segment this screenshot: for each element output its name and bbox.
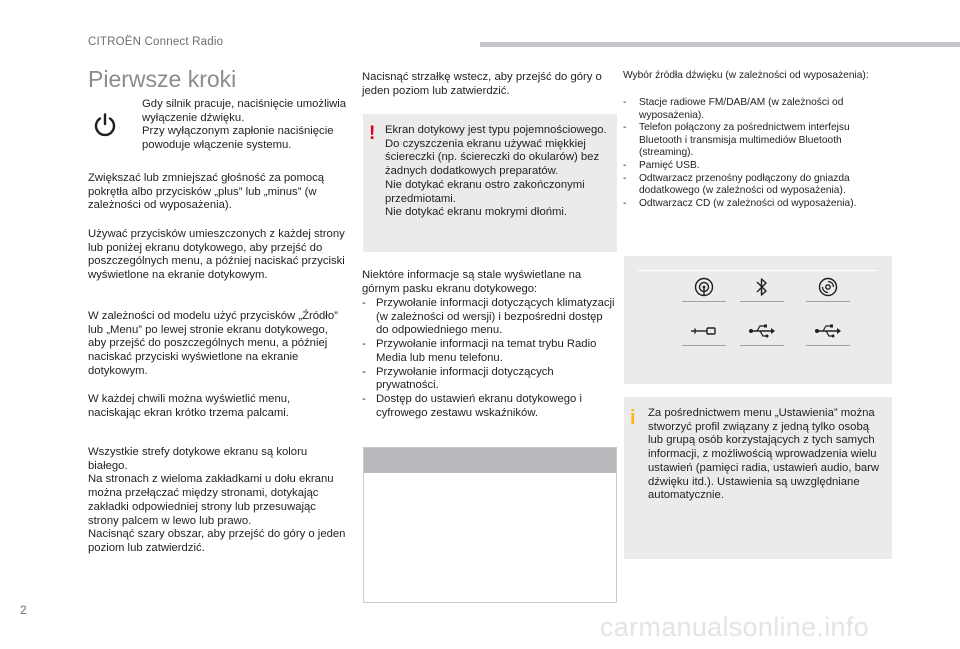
icon-underline <box>682 345 726 346</box>
screen-status-bar <box>364 448 616 473</box>
watermark: carmanualsonline.info <box>600 612 869 642</box>
page-number: 2 <box>20 603 27 617</box>
status-bar-intro: Niektóre informacje są stale wyświetlane na górnym pasku ekranu dotykowego: <box>362 269 582 295</box>
list-item: - Pamięć USB. <box>623 160 891 173</box>
status-bar-list <box>362 297 616 420</box>
volume-paragraph: Zwiększać lub zmniejszać głośność za pomocą pokrętła albo przycisków „plus” lub „minus” (w zależności od wyposażenia). <box>88 172 325 212</box>
source-menu-paragraph: W zależności od modelu użyć przycisków „Źródło” lub „Menu” po lewej stronie ekranu dotykowego, aby przejść do poszczególnych menu, a później naciskać przyciski wyświetlone na ekranie dotykowym. <box>88 310 338 377</box>
icon-underline <box>806 345 850 346</box>
icon-underline <box>682 301 726 302</box>
power-button-description: Gdy silnik pracuje, naciśnięcie umożliwia wyłączenie dźwięku. Przy wyłączonym zapłonie naciśnięcie powoduje włączenie systemu. <box>142 98 347 152</box>
info-icon: i <box>630 407 636 429</box>
list-item: - Przywołanie informacji dotyczących klimatyzacji (w zależności od wersji) i bezpośredni dostęp do odpowiedniego menu. <box>362 297 616 338</box>
usb-icon[interactable] <box>810 320 846 342</box>
list-item: - Stacje radiowe FM/DAB/AM (w zależności od wyposażenia). <box>623 97 891 122</box>
screen-illustration <box>363 447 617 603</box>
source-selection-intro: Wybór źródła dźwięku (w zależności od wyposażenia): <box>623 70 869 81</box>
warning-icon: ! <box>369 123 376 144</box>
panel-divider <box>638 270 878 271</box>
header-divider <box>480 42 960 47</box>
page-title: Pierwsze kroki <box>88 66 237 92</box>
icon-underline <box>806 301 850 302</box>
usb-icon[interactable] <box>744 320 780 342</box>
list-item: - Odtwarzacz przenośny podłączony do gniazda dodatkowego (w zależności od wyposażenia). <box>623 173 891 198</box>
info-text: Za pośrednictwem menu „Ustawienia” można stworzyć profil związany z jedną tylko osobą lub grupą osób korzystających z tych samych informacji, z możliwością wprowadzenia wielu ustawień (pamięci radia, ustawień audio, barw dźwięku itd.). Ustawienia są uwzględniane automatycznie. <box>648 407 880 502</box>
power-icon <box>92 112 118 138</box>
icon-underline <box>740 345 784 346</box>
buttons-paragraph: Używać przycisków umieszczonych z każdej strony lub poniżej ekranu dotykowego, aby przejść do poszczególnych menu, a później naciskać przyciski wyświetlone na ekranie dotykowym. <box>88 228 345 282</box>
icon-underline <box>740 301 784 302</box>
list-item: - Dostęp do ustawień ekranu dotykowego i cyfrowego zestawu wskaźników. <box>362 393 616 420</box>
warning-text: Ekran dotykowy jest typu pojemnościowego. Do czyszczenia ekranu używać miękkiej ściereczki (np. ściereczki do okularów) bez żadnych dodatkowych preparatów. Nie dotykać ekranu ostro zakończonymi przedmiotami. Nie dotykać ekranu mokrymi dłońmi. <box>385 124 607 219</box>
touch-zones-paragraph: Wszystkie strefy dotykowe ekranu są koloru białego. Na stronach z wieloma zakładkami u dołu ekranu można przełączać między stronami, dotykając zakładki odpowiedniej strony lub przesuwając strony palcem w lewo lub prawo. Nacisnąć szary obszar, aby przejść do góry o jeden poziom lub zatwierdzić. <box>88 446 346 554</box>
header-title: CITROËN Connect Radio <box>88 36 224 48</box>
back-arrow-paragraph: Nacisnąć strzałkę wstecz, aby przejść do góry o jeden poziom lub zatwierdzić. <box>362 71 602 97</box>
three-finger-paragraph: W każdej chwili można wyświetlić menu, naciskając ekran krótko trzema palcami. <box>88 393 291 419</box>
cd-icon[interactable] <box>810 276 846 298</box>
list-item: - Odtwarzacz CD (w zależności od wyposażenia). <box>623 198 891 211</box>
bluetooth-icon[interactable] <box>744 276 780 298</box>
aux-jack-icon[interactable] <box>686 320 722 342</box>
list-item: - Przywołanie informacji na temat trybu Radio Media lub menu telefonu. <box>362 338 616 365</box>
list-item: - Telefon połączony za pośrednictwem interfejsu Bluetooth i transmisja multimediów Bluetooth (streaming). <box>623 122 891 160</box>
radio-icon[interactable] <box>686 276 722 298</box>
list-item: - Przywołanie informacji dotyczących prywatności. <box>362 366 616 393</box>
source-list <box>623 97 891 210</box>
